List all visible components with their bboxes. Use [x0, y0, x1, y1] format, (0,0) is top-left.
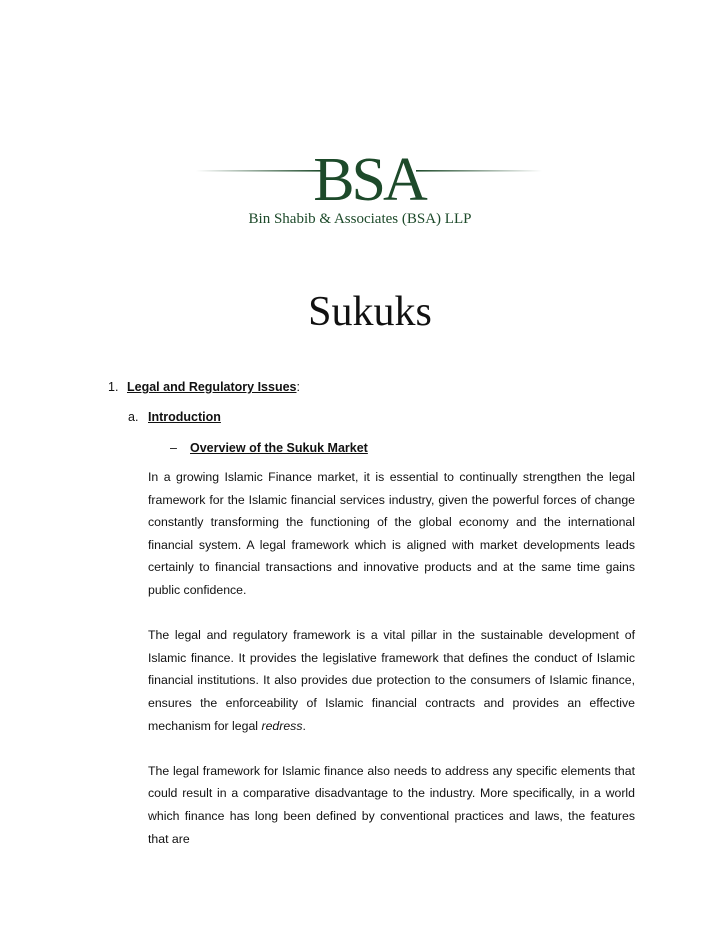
document-title: Sukuks	[308, 289, 432, 335]
section-number: 1.	[108, 380, 119, 394]
topic-heading	[170, 441, 368, 455]
paragraph-2	[148, 624, 635, 737]
firm-name: Bin Shabib & Associates (BSA) LLP	[248, 211, 472, 227]
section-title-colon: :	[296, 380, 300, 394]
paragraph-2-italic: redress	[261, 718, 303, 733]
paragraph-3: The legal framework for Islamic finance also needs to address any specific elements that could result in a comparative disadvantage to the industry. More specifically, in a world which finance has long been defined by conventional practices and laws, the features that are	[148, 763, 635, 846]
topic-title: Overview of the Sukuk Market	[190, 441, 368, 455]
section-heading-1	[108, 380, 300, 394]
topic-dash: –	[170, 441, 177, 455]
section-title: Legal and Regulatory Issues	[127, 380, 297, 394]
subsection-letter: a.	[128, 410, 139, 424]
subsection-heading-a	[128, 410, 221, 424]
paragraph-2-text: The legal and regulatory framework is a vital pillar in the sustainable development of Islamic finance. It provides the legislative framework that defines the conduct of Islamic financial institutions. It also provides due protection to the consumers of Islamic finance, ensures the enforceability of Islamic financial contracts and provides an effective mechanism for legal	[148, 628, 635, 733]
body-text	[148, 466, 635, 873]
subsection-title: Introduction	[148, 410, 221, 424]
paragraph-2-end: .	[302, 718, 306, 733]
paragraph-1: In a growing Islamic Finance market, it is essential to continually strengthen the legal framework for the Islamic financial services industry, given the powerful forces of change constantly transforming the functioning of the global economy and the international financial system. A legal framework which is aligned with market developments leads certainly to financial transactions and innovative products and at the same time gains public confidence.	[148, 470, 635, 597]
logo-lettering: BSA	[313, 146, 425, 206]
bsa-logo	[196, 138, 542, 206]
